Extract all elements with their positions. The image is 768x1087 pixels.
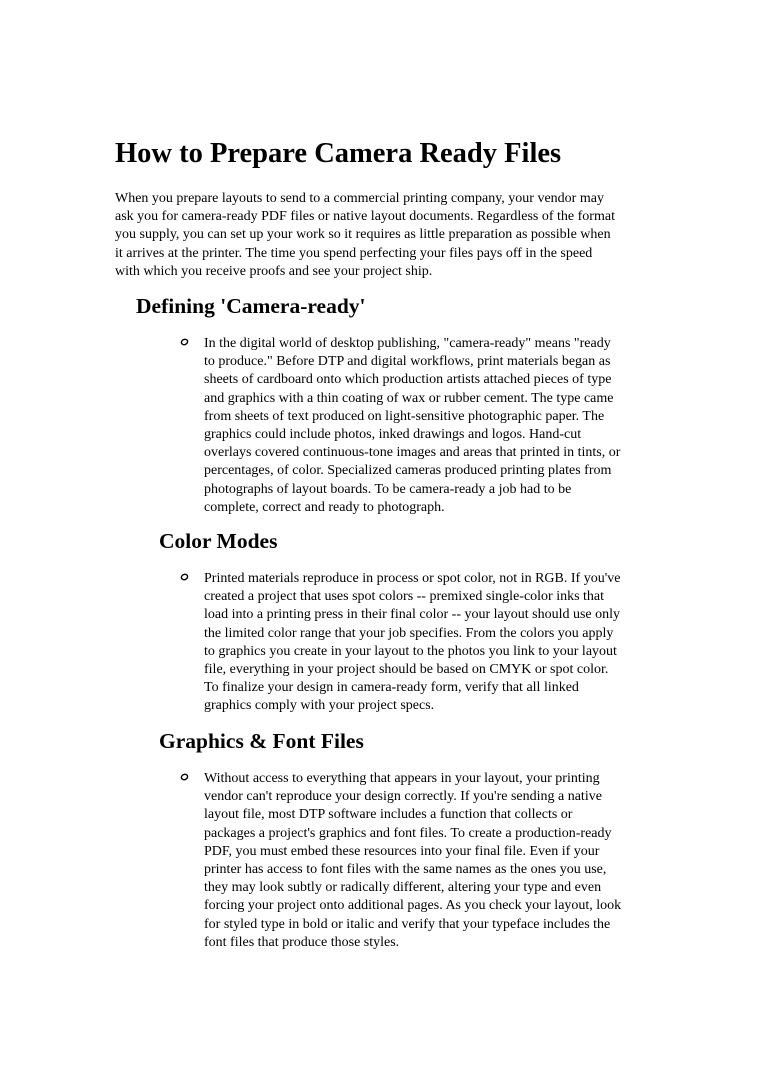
bullet-line: layout file, most DTP software includes a function that collects or bbox=[204, 807, 573, 823]
bullet-line: the limited color range that your job specifies. From the colors you apply bbox=[204, 625, 614, 641]
intro-line: ask you for camera-ready PDF files or native layout documents. Regardless of the format bbox=[115, 209, 615, 225]
bullet-line: PDF, you must embed these resources into your final file. Even if your bbox=[204, 843, 600, 859]
bullet-line: file, everything in your project should be based on CMYK or spot color. bbox=[204, 662, 609, 678]
section-heading-color-modes: Color Modes bbox=[159, 529, 278, 553]
intro-line: you supply, you can set up your work so it requires as little preparation as possible when bbox=[115, 227, 611, 243]
bullet-line: sheets of cardboard onto which production artists attached pieces of type bbox=[204, 372, 612, 388]
bullet-line: printer has access to font files with the same names as the ones you use, bbox=[204, 862, 607, 878]
bullet-line: to produce." Before DTP and digital workflows, print materials began as bbox=[204, 354, 611, 370]
bullet-line: overlays covered continuous-tone images and areas that printed in tints, or bbox=[204, 445, 621, 461]
bullet-text bbox=[204, 770, 654, 952]
hollow-bullet-icon bbox=[180, 773, 189, 781]
bullet-line: complete, correct and ready to photograph. bbox=[204, 499, 445, 515]
bullet-line: photographs of layout boards. To be camera-ready a job had to be bbox=[204, 481, 572, 497]
bullet-line: they may look subtly or radically different, altering your type and even bbox=[204, 880, 602, 896]
intro-line: with which you receive proofs and see your project ship. bbox=[115, 263, 433, 279]
bullet-line: for styled type in bold or italic and verify that your typeface includes the bbox=[204, 916, 611, 932]
bullet-line: load into a printing press in their final color -- your layout should use only bbox=[204, 607, 621, 623]
bullet-line: Without access to everything that appears in your layout, your printing bbox=[204, 771, 600, 786]
section-heading-graphics-font-files: Graphics & Font Files bbox=[159, 729, 364, 753]
page-title: How to Prepare Camera Ready Files bbox=[115, 138, 562, 169]
bullet-line: graphics comply with your project specs. bbox=[204, 698, 435, 714]
bullet-line: to graphics you create in your layout to the photos you link to your layout bbox=[204, 643, 617, 659]
bullet-line: font files that produce those styles. bbox=[204, 934, 400, 950]
bullet-line: To finalize your design in camera-ready form, verify that all linked bbox=[204, 680, 579, 696]
intro-paragraph bbox=[115, 190, 660, 281]
bullet-line: packages a project's graphics and font files. To create a production-ready bbox=[204, 825, 612, 841]
bullet-line: vendor can't reproduce your design correctly. If you're sending a native bbox=[204, 789, 602, 805]
bullet-line: created a project that uses spot colors -- premixed single-color inks that bbox=[204, 589, 605, 605]
bullet-line: forcing your project onto additional pages. As you check your layout, look bbox=[204, 898, 622, 914]
bullet-line: Printed materials reproduce in process or spot color, not in RGB. If you've bbox=[204, 571, 621, 586]
bullet-text bbox=[204, 335, 654, 517]
bullet-line: In the digital world of desktop publishing, "camera-ready" means "ready bbox=[204, 336, 611, 351]
bullet-line: and graphics with a thin coating of wax or rubber cement. The type came bbox=[204, 390, 614, 406]
bullet-text bbox=[204, 570, 654, 716]
section-heading-defining-camera-ready: Defining 'Camera-ready' bbox=[136, 294, 366, 318]
hollow-bullet-icon bbox=[180, 338, 189, 346]
intro-line: When you prepare layouts to send to a commercial printing company, your vendor may bbox=[115, 191, 604, 206]
bullet-line: from sheets of text produced on light-sensitive photographic paper. The bbox=[204, 408, 605, 424]
bullet-line: percentages, of color. Specialized cameras produced printing plates from bbox=[204, 463, 612, 479]
bullet-line: graphics could include photos, inked drawings and logos. Hand-cut bbox=[204, 427, 582, 443]
hollow-bullet-icon bbox=[180, 573, 189, 581]
intro-line: it arrives at the printer. The time you spend perfecting your files pays off in the speed bbox=[115, 245, 593, 261]
